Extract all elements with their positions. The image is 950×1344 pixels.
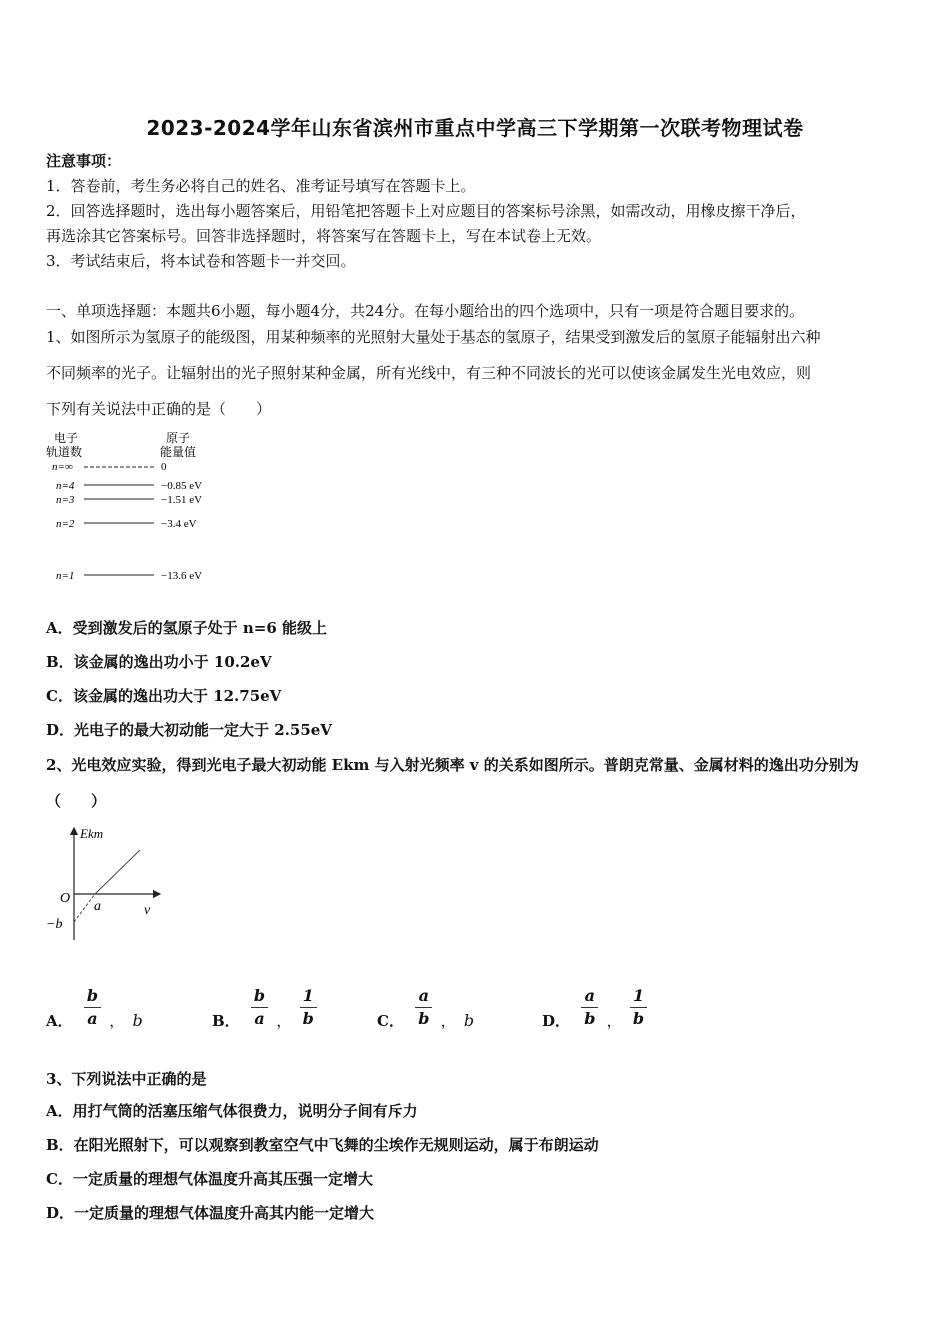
y-intercept-label: −b (46, 917, 63, 932)
y-axis-label: Ekm (80, 826, 104, 841)
fraction: $\frac{a}{b}$ (581, 987, 598, 1028)
diagram-col-label: 电子 (54, 431, 79, 445)
question-1-option-b: B．该金属的逸出功小于 10.2eV (46, 653, 272, 671)
question-3-option-d: D．一定质量的理想气体温度升高其内能一定增大 (46, 1204, 375, 1222)
question-1-option-a: A．受到激发后的氢原子处于 n=6 能级上 (46, 619, 327, 637)
notice-heading: 注意事项： (46, 152, 122, 170)
diagram-col-label: 原子 (166, 431, 191, 445)
question-1-stem: 不同频率的光子。让辐射出的光子照射某种金属，所有光线中，有三种不同波长的光可以使该金属发生光电效应，则 (46, 364, 812, 382)
section-heading: 一、单项选择题：本题共6小题，每小题4分，共24分。在每小题给出的四个选项中，只有一项是符合题目要求的。 (46, 302, 805, 320)
level-n-label: n=2 (56, 518, 75, 530)
question-1-option-d: D．光电子的最大初动能一定大于 2.55eV (46, 721, 332, 739)
question-3-option-c: C．一定质量的理想气体温度升高其压强一定增大 (46, 1170, 373, 1188)
question-2-option-c: C． $\frac{a}{b}$ ， b (377, 986, 475, 1030)
notice-item: 1．答卷前，考生务必将自己的姓名、准考证号填写在答题卡上。 (46, 177, 476, 195)
graph-line-extension (74, 894, 95, 922)
question-2-stem: 2、光电效应实验，得到光电子最大初动能 Ekm 与入射光频率 v 的关系如图所示。普朗克常量、金属材料的逸出功分别为 (46, 756, 859, 774)
question-2-option-a: A． $\frac{b}{a}$ ， b (46, 986, 143, 1030)
diagram-col-label: 轨道数 (46, 445, 83, 459)
question-3-option-a: A．用打气筒的活塞压缩气体很费力，说明分子间有斥力 (46, 1102, 418, 1120)
notice-item: 再选涂其它答案标号。回答非选择题时，将答案写在答题卡上，写在本试卷上无效。 (46, 227, 602, 245)
question-1-stem: 1、如图所示为氢原子的能级图，用某种频率的光照射大量处于基态的氢原子，结果受到激发后的氢原子能辐射出六种 (46, 328, 821, 346)
fraction: $\frac{b}{a}$ (84, 987, 101, 1028)
level-energy-label: 0 (161, 461, 167, 473)
origin-label: O (60, 891, 71, 906)
level-energy-label: −3.4 eV (161, 518, 197, 530)
notice-item: 2．回答选择题时，选出每小题答案后，用铅笔把答题卡上对应题目的答案标号涂黑，如需改动，用橡皮擦干净后， (46, 202, 806, 220)
diagram-col-label: 能量值 (160, 445, 197, 459)
level-n-label: n=∞ (52, 461, 73, 473)
question-1-option-c: C．该金属的逸出功大于 12.75eV (46, 687, 282, 705)
x-intercept-label: a (94, 899, 101, 914)
fraction: $\frac{a}{b}$ (415, 987, 432, 1028)
question-1-stem: 下列有关说法中正确的是（ ） (46, 400, 272, 418)
level-n-label: n=1 (56, 570, 75, 582)
question-3-stem: 3、下列说法中正确的是 (46, 1070, 207, 1088)
notice-item: 3．考试结束后，将本试卷和答题卡一并交回。 (46, 252, 356, 270)
question-2-option-b: B． $\frac{b}{a}$ ， $\frac{1}{b}$ (212, 984, 317, 1031)
energy-level-diagram (44, 428, 244, 593)
graph-line (95, 850, 140, 894)
page-title: 2023-2024学年山东省滨州市重点中学高三下学期第一次联考物理试卷 (146, 116, 804, 140)
level-energy-label: −13.6 eV (161, 570, 203, 582)
photoelectric-graph (42, 822, 172, 947)
question-3-option-b: B．在阳光照射下，可以观察到教室空气中飞舞的尘埃作无规则运动，属于布朗运动 (46, 1136, 599, 1154)
level-n-label: n=3 (56, 494, 75, 506)
level-energy-label: −1.51 eV (161, 494, 203, 506)
fraction: $\frac{1}{b}$ (630, 987, 647, 1028)
question-2-stem: （ ） (46, 792, 107, 810)
fraction: $\frac{1}{b}$ (300, 987, 317, 1028)
level-n-label: n=4 (56, 480, 75, 492)
fraction: $\frac{b}{a}$ (251, 987, 268, 1028)
x-axis-label: v (144, 903, 151, 918)
question-2-option-d: D． $\frac{a}{b}$ ， $\frac{1}{b}$ (542, 984, 647, 1031)
level-energy-label: −0.85 eV (161, 480, 203, 492)
